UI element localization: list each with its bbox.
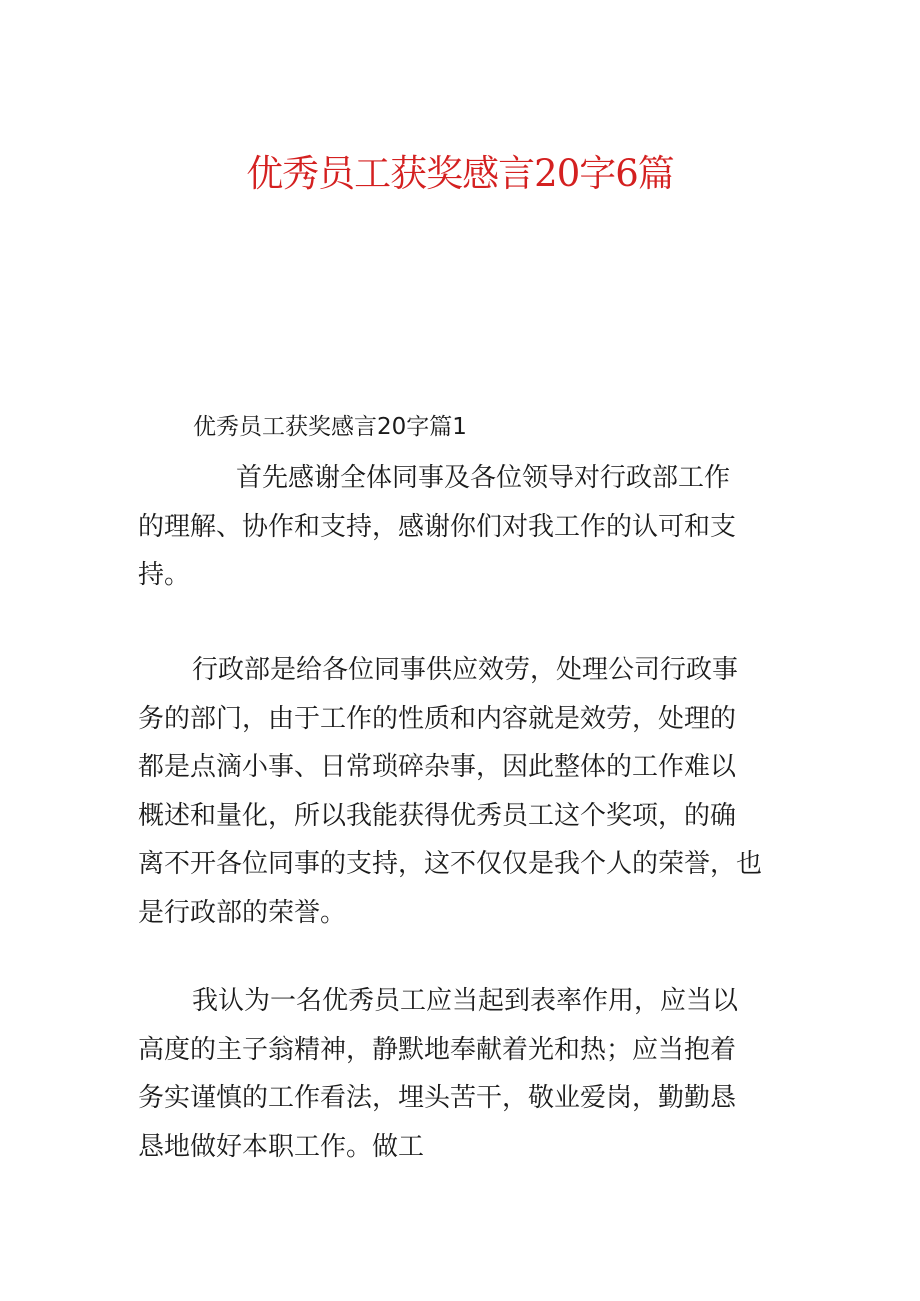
paragraph-line: 务实谨慎的工作看法，埋头苦干，敬业爱岗，勤勤恳 xyxy=(138,1083,737,1113)
section-heading: 优秀员工获奖感言20字篇1 xyxy=(193,414,467,440)
paragraph-line: 持。 xyxy=(138,560,191,590)
paragraph-3 xyxy=(138,977,788,1171)
paragraph-line: 我认为一名优秀员工应当起到表率作用，应当以 xyxy=(192,986,739,1016)
paragraph-1 xyxy=(138,454,788,600)
paragraph-line: 务的部门，由于工作的性质和内容就是效劳，处理的 xyxy=(138,703,737,734)
paragraph-line: 概述和量化，所以我能获得优秀员工这个奖项，的确 xyxy=(138,800,737,831)
paragraph-line: 都是点滴小事、日常琐碎杂事，因此整体的工作难以 xyxy=(138,752,737,782)
paragraph-line: 高度的主子翁精神，静默地奉献着光和热；应当抱着 xyxy=(138,1034,737,1065)
paragraph-line: 的理解、协作和支持，感谢你们对我工作的认可和支 xyxy=(138,511,737,542)
paragraph-2 xyxy=(138,646,788,937)
paragraph-line: 是行政部的荣誉。 xyxy=(138,897,347,928)
document-title: 优秀员工获奖感言20字6篇 xyxy=(246,152,674,195)
paragraph-line: 离不开各位同事的支持，这不仅仅是我个人的荣誉，也 xyxy=(138,849,763,879)
paragraph-line: 首先感谢全体同事及各位领导对行政部工作 xyxy=(236,463,731,493)
paragraph-line: 行政部是给各位同事供应效劳，处理公司行政事 xyxy=(192,655,739,685)
paragraph-line: 恳地做好本职工作。做工 xyxy=(138,1131,425,1162)
